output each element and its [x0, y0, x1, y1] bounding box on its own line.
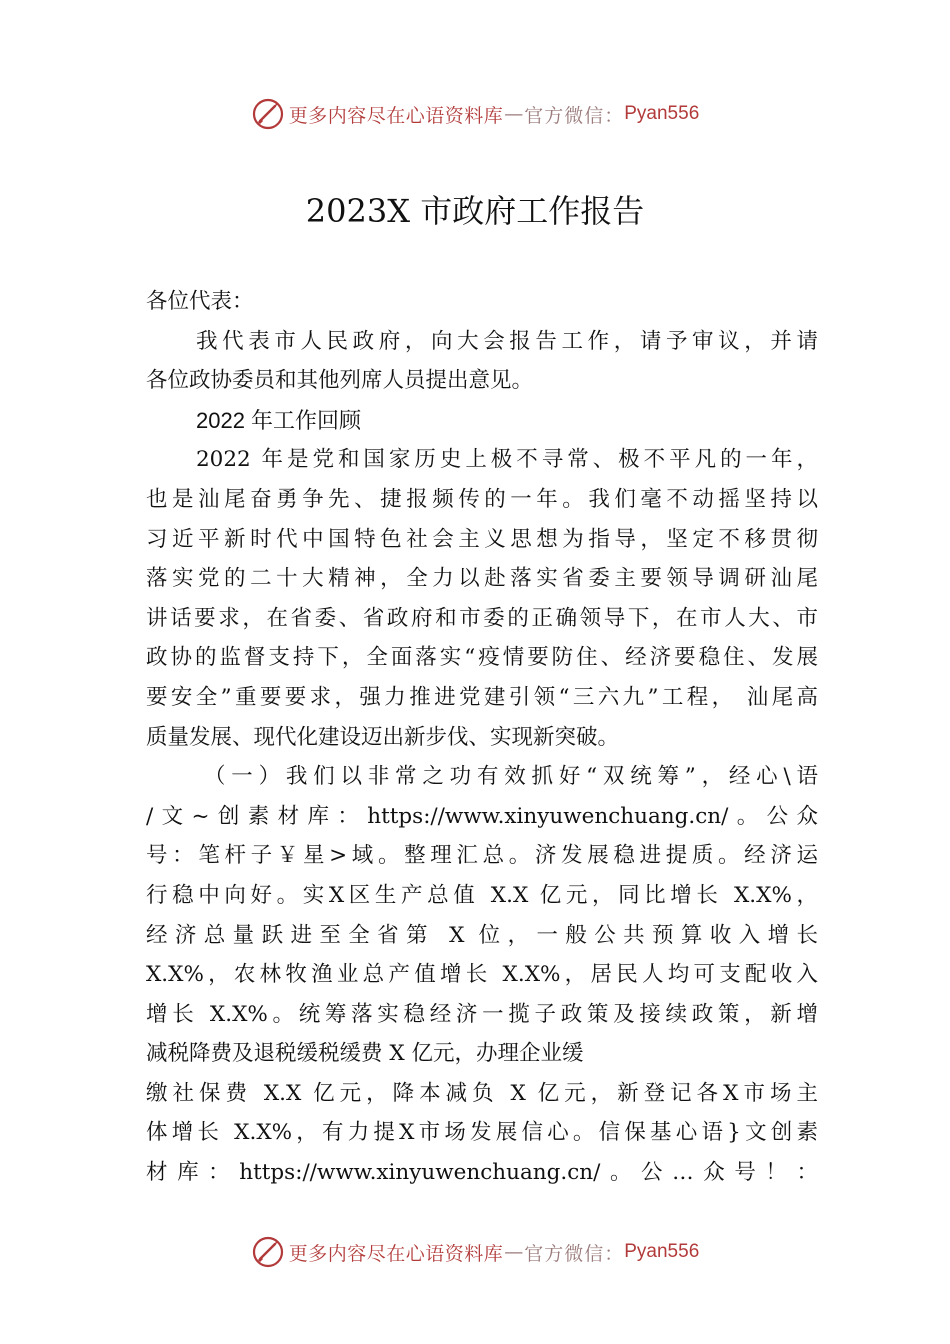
body-line: 经济总量跃进至全省第 X 位，一般公共预算收入增长 — [146, 922, 818, 948]
body-line: （一）我们以非常之功有效抓好“双统筹”，经心\语 — [204, 764, 818, 790]
logo-icon — [251, 97, 285, 131]
banner-sub-text: 官方微信： — [524, 104, 625, 127]
footer-banner — [0, 1232, 950, 1272]
body-line: 习近平新时代中国特色社会主义思想为指导，坚定不移贯彻 — [146, 526, 818, 552]
body-line: 材库：https://www.xinyuwenchuang.cn/。公…众号！： — [146, 1160, 818, 1186]
banner-main-text: 更多内容尽在心语资料库 — [288, 1242, 504, 1265]
body-line: 行稳中向好。实X区生产总值 X.X 亿元，同比增长 X.X%， — [146, 882, 818, 908]
document-title: 2023X 市政府工作报告 — [305, 192, 645, 230]
section-heading: 2022 年工作回顾 — [196, 407, 362, 433]
body-line: /文~创素材库：https://www.xinyuwenchuang.cn/。公众 — [146, 803, 818, 829]
document-body — [146, 282, 818, 1193]
body-line: 政协的监督支持下，全面落实“疫情要防住、经济要稳住、发展 — [146, 645, 818, 671]
logo-icon — [251, 1235, 285, 1269]
banner-wechat-id: Pyan556 — [624, 1241, 700, 1262]
body-line: 质量发展、现代化建设迈出新步伐、实现新突破。 — [146, 724, 620, 750]
banner-main-text: 更多内容尽在心语资料库 — [288, 104, 504, 127]
body-line: 各位政协委员和其他列席人员提出意见。 — [146, 368, 534, 394]
banner-dash: — — [504, 1241, 524, 1263]
header-banner — [0, 94, 950, 134]
body-line: 也是汕尾奋勇争先、捷报频传的一年。我们毫不动摇坚持以 — [146, 486, 818, 512]
body-line: X.X%，农林牧渔业总产值增长 X.X%，居民人均可支配收入 — [146, 962, 818, 988]
body-line: 讲话要求，在省委、省政府和市委的正确领导下，在市人大、市 — [146, 605, 818, 631]
salutation: 各位代表： — [146, 289, 254, 314]
banner-sub-text: 官方微信： — [524, 1242, 625, 1265]
banner-dash: — — [504, 103, 524, 125]
body-line: 增长 X.X%。统筹落实稳经济一揽子政策及接续政策，新增 — [146, 1001, 818, 1027]
body-line: 减税降费及退税缓税缓费 X 亿元，办理企业缓 — [146, 1041, 584, 1067]
body-line: 缴社保费 X.X 亿元，降本减负 X 亿元，新登记各X市场主 — [146, 1080, 818, 1106]
body-line: 号：笔杆子￥星>域。整理汇总。济发展稳进提质。经济运 — [146, 843, 818, 869]
body-line: 落实党的二十大精神，全力以赴落实省委主要领导调研汕尾 — [146, 566, 818, 592]
body-line: 2022 年是党和国家历史上极不寻常、极不平凡的一年， — [196, 447, 818, 473]
banner-wechat-id: Pyan556 — [624, 103, 700, 124]
body-line: 要安全”重要要求，强力推进党建引领“三六九”工程， 汕尾高 — [146, 684, 818, 710]
body-line: 体增长 X.X%，有力提X市场发展信心。信保基心语}文创素 — [146, 1120, 818, 1146]
body-line: 我代表市人民政府，向大会报告工作，请予审议，并请 — [196, 328, 818, 354]
